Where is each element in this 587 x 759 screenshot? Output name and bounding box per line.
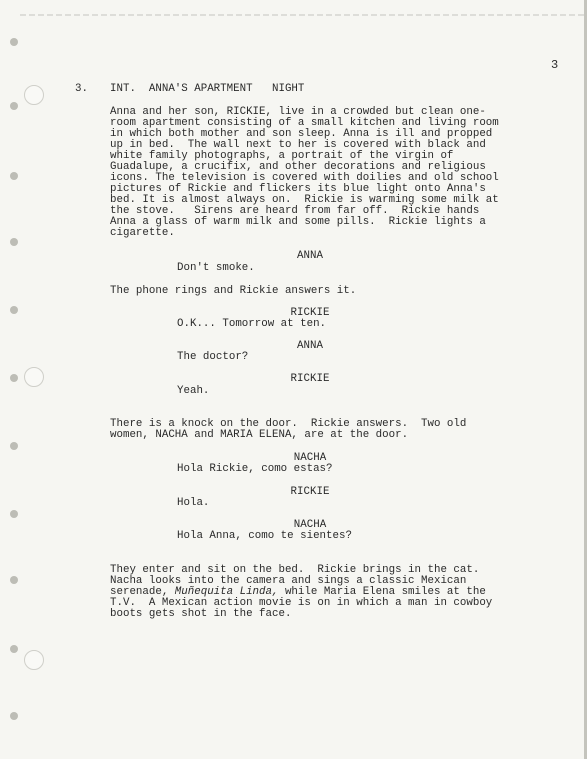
dialogue-line: Hola Rickie, como estas? xyxy=(177,463,333,475)
action-line: They enter and sit on the bed. Rickie brings in the cat. xyxy=(110,564,480,576)
binder-hole xyxy=(10,442,18,450)
action-line: the stove. Sirens are heard from far off. Rickie hands xyxy=(110,205,480,217)
binder-ring-hole xyxy=(24,85,44,105)
binder-hole xyxy=(10,172,18,180)
binder-hole xyxy=(10,238,18,246)
binder-hole xyxy=(10,510,18,518)
dialogue-line: O.K... Tomorrow at ten. xyxy=(177,318,327,330)
character-cue-anna: ANNA xyxy=(297,340,323,352)
character-cue-rickie: RICKIE xyxy=(290,373,330,385)
page-number: 3 xyxy=(551,58,559,72)
binder-ring-hole xyxy=(24,650,44,670)
action-line: women, NACHA and MARIA ELENA, are at the door. xyxy=(110,429,409,441)
binder-hole xyxy=(10,374,18,382)
action-line: white family photographs, a portrait of the virgin of xyxy=(110,150,454,162)
binder-hole xyxy=(10,645,18,653)
action-line: icons. The television is covered with doilies and old school xyxy=(110,172,499,184)
action-line: up in bed. The wall next to her is covered with black and xyxy=(110,139,486,151)
character-cue-rickie: RICKIE xyxy=(290,307,330,319)
dialogue-line: The doctor? xyxy=(177,351,249,363)
top-edge-dotted-line xyxy=(20,14,587,16)
action-line: boots gets shot in the face. xyxy=(110,608,292,620)
action-line: Guadalupe, a crucifix, and other decorations and religious xyxy=(110,161,486,173)
character-cue-rickie: RICKIE xyxy=(290,486,330,498)
character-cue-nacha: NACHA xyxy=(293,452,327,464)
binder-hole xyxy=(10,38,18,46)
binder-hole xyxy=(10,306,18,314)
action-line: T.V. A Mexican action movie is on in which a man in cowboy xyxy=(110,597,493,609)
action-line: Nacha looks into the camera and sings a classic Mexican xyxy=(110,575,467,587)
action-line: in which both mother and son sleep. Anna is ill and propped xyxy=(110,128,493,140)
action-line: bed. It is almost always on. Rickie is warming some milk at xyxy=(110,194,499,206)
binder-hole xyxy=(10,576,18,584)
binder-ring-hole xyxy=(24,367,44,387)
character-cue-anna: ANNA xyxy=(297,250,323,262)
action-line: pictures of Rickie and flickers its blue light onto Anna's xyxy=(110,183,486,195)
dialogue-line: Don't smoke. xyxy=(177,262,255,274)
action-line: The phone rings and Rickie answers it. xyxy=(110,285,357,297)
action-line: There is a knock on the door. Rickie answers. Two old xyxy=(110,418,467,430)
action-line: room apartment consisting of a small kitchen and living room xyxy=(110,117,499,129)
binder-hole xyxy=(10,712,18,720)
action-line: cigarette. xyxy=(110,227,175,239)
scene-number: 3. xyxy=(75,83,88,95)
song-title: Muñequita Linda, xyxy=(174,586,279,598)
character-cue-nacha: NACHA xyxy=(293,519,327,531)
action-line: Anna and her son, RICKIE, live in a crowded but clean one- xyxy=(110,106,486,118)
scene-slugline: INT. ANNA'S APARTMENT NIGHT xyxy=(110,83,305,95)
text-span: while Maria Elena smiles at the xyxy=(278,586,486,598)
action-line: Anna a glass of warm milk and some pills. Rickie lights a xyxy=(110,216,486,228)
text-span: serenade, xyxy=(110,586,175,598)
dialogue-line: Yeah. xyxy=(177,385,210,397)
dialogue-line: Hola. xyxy=(177,497,210,509)
binder-hole xyxy=(10,102,18,110)
dialogue-line: Hola Anna, como te sientes? xyxy=(177,530,352,542)
